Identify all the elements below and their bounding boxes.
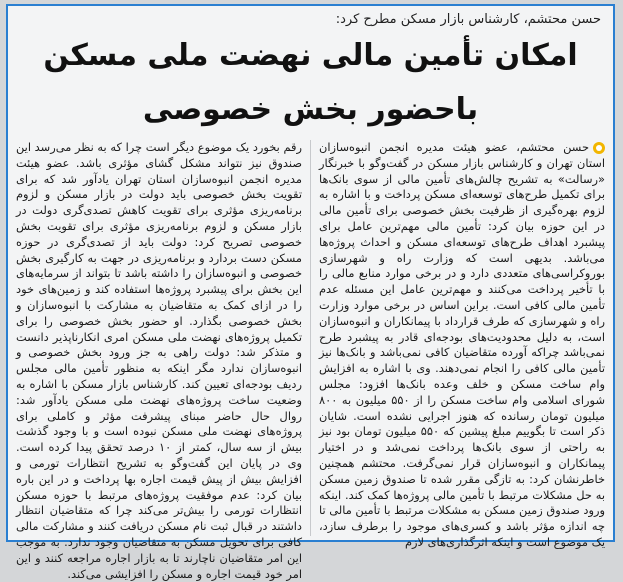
body-text-left: رقم بخورد یک موضوع دیگر است چرا که به نظر می‌رسد این صندوق نیز نتواند مشکل گشای مؤثری باشد. عضو هیئت مدیره انجمن انبوه‌سازان استان تهران یادآور شد که برای تقویت بخش خصوصی باید دولت در بازار مسکن و لزوم برنامه‌ریزی مؤثری برای تقویت کاهش تصدی‌گری دولت در بازار مسکن و لزوم برنامه‌ریزی مؤثری برای تقویت بخش خصوصی تصریح کرد: دولت باید از تصدی‌گری در حوزه مسکن دست بردارد و برنامه‌ریزی در جهت به کارگیری بخش خصوصی و انبوه‌سازان را داشته باشد تا بتواند از سرمایه‌های این بخش برای پیشبرد پروژه‌ها استفاده کند و زمین‌های خود را در ازای کمک به متقاضیان به مشارکت با انبوه‌سازان و بخش خصوصی بگذارد. او حضور بخش خصوصی را برای تکمیل پروژه‌های نهضت ملی مسکن امری انکارناپذیر دانست و متذکر شد: دولت راهی به جز ورود بخش خصوصی و انبوه‌سازان ندارد مگر اینکه به منظور تأمین مالی مجلس ردیف بودجه‌ای تعیین کند. کارشناس بازار مسکن با اشاره به وضعیت ساخت پروژه‌های نهضت ملی مسکن یادآور شد: روال حال حاضر مبنای پیشرفت مؤثر و کاملی برای پروژه‌های نهضت ملی مسکن نبوده است و با وجود گذشت بیش از سه سال، کمتر از ۱۰ درصد تحقق پیدا کرده است. وی در پایان این گفت‌وگو به تشریح انتظارات تورمی و افزایش بیش از پیش قیمت اجاره بها پرداخت و در این باره بیان کرد: عدم موفقیت پروژه‌های مرتبط با حوزه مسکن انتظارات تورمی را بیش‌تر می‌کند چرا که متقاضیان انتظار داشتند در قبال ثبت نام مسکن دریافت کنند و مشارکت مالی کافی برای تحویل مسکن به متقاضیان وجود ندارد. به موجب این امر متقاضیان ناچارند تا به بازار اجاره مراجعه کنند و این امر خود قیمت اجاره و مسکن را افزایشی می‌کند. xyxy=(16,140,302,581)
article-frame xyxy=(6,4,615,581)
headline-line-2: باحضور بخش خصوصی xyxy=(142,92,479,127)
kicker: حسن محتشم، کارشناس بازار مسکن مطرح کرد: xyxy=(335,12,601,27)
body-column-left xyxy=(16,140,302,581)
body-text-right: حسن محتشم، عضو هیئت مدیره انجمن انبوه‌سازان استان تهران و کارشناس بازار مسکن در گفت‌وگو با خبرنگار «رسالت» به تشریح چالش‌های تأمین مالی از سوی بانک‌ها برای تکمیل طرح‌های توسعه‌ای مسکن پرداخت و با اشاره به لزوم بهره‌گیری از ظرفیت بخش خصوصی برای تأمین مالی در این حوزه بیان کرد: تأمین مالی مهم‌ترین عامل برای پیشبرد اهداف طرح‌های توسعه‌ای مسکن و احداث پروژه‌ها می‌باشد. بدیهی است که وزارت راه و شهرسازی بوروکراسی‌های متعددی دارد و در برخی موارد منابع مالی را با تأخیر پرداخت می‌کنند و مهم‌ترین عامل این مسئله عدم تأمین مالی کافی است. براین اساس در برخی موارد وزارت راه و شهرسازی که طرف قرارداد با پیمانکاران و انبوه‌سازان است، به دلیل محدودیت‌های بودجه‌ای قادر به پیشبرد طرح نمی‌باشد چراکه آورده متقاضیان کافی نمی‌باشد و بانک‌ها نیز تأمین مالی کافی را انجام نمی‌دهند. وی با اشاره به افزایش وام ساخت مسکن و خلف وعده بانک‌ها افزود: مجلس شورای اسلامی وام ساخت مسکن را از ۵۵۰ میلیون به ۸۰۰ میلیون تومان رسانده که هنوز اجرایی نشده است. شایان ذکر است تا بگوییم مبلغ پیشین که ۵۵۰ میلیون تومان بود نیز به راحتی از سوی بانک‌ها پرداخت نمی‌شد و در اختیار پیمانکاران و انبوه‌سازان قرار نمی‌گرفت. محتشم همچنین خاطرنشان کرد: به تازگی مقرر شده تا صندوق زمین مسکن به حل مشکلات مرتبط با تأمین مالی پروژه‌ها کمک کند. اینکه ورود صندوق زمین مسکن به مشکلات مرتبط با تأمین مالی تا چه اندازه مؤثر باشد و کسری‌های موجود را برطرف سازد، یک موضوع است و اینکه اثرگذاری‌های لازم xyxy=(319,140,605,549)
column-divider xyxy=(310,140,311,536)
headline-line-1: امکان تأمین مالی نهضت ملی مسکن xyxy=(43,38,578,73)
body-column-right xyxy=(319,140,605,549)
bullet-icon xyxy=(593,142,605,154)
